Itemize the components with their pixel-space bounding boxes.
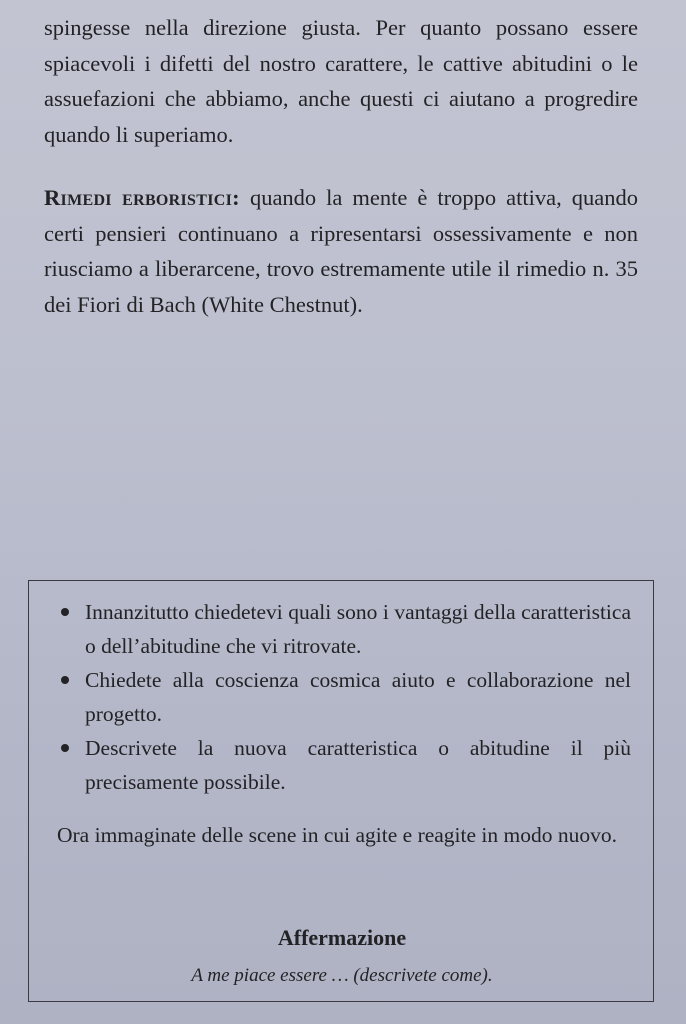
bullet-item [55, 595, 631, 663]
top-paragraph: spingesse nella direzione giusta. Per quanto possano essere spiacevoli i difetti del nostro carattere, le cattive abitudini o le assuefazioni che abbiamo, anche questi ci aiutano a progredire quando li superiamo. [44, 15, 638, 147]
bullet-dot-icon [61, 608, 69, 616]
herbal-remedies-text: quando la mente è troppo attiva, quando certi pensieri continuano a ripresentarsi ossessivamente e non riusciamo a liberarcene, trovo estremamente utile il rimedio n. 35 dei Fiori di Bach (White Chestnut). [44, 185, 638, 317]
herbal-remedies-paragraph [44, 180, 638, 322]
closing-instruction: Ora immaginate delle scene in cui agite e reagite in modo nuovo. [57, 823, 617, 847]
bullet-dot-icon [61, 676, 69, 684]
affirmation-text: A me piace essere … (descrivete come). [191, 965, 493, 986]
affirmation-title: Affermazione [277, 925, 407, 950]
exercise-bullet-list [55, 595, 631, 799]
bullet-item [55, 731, 631, 799]
bullet-text: Descrivete la nuova caratteristica o abitudine il più precisamente possibile. [85, 736, 631, 794]
bullet-dot-icon [61, 744, 69, 752]
bullet-item [55, 663, 631, 731]
exercise-box [28, 580, 654, 1002]
herbal-remedies-heading: Rimedi erboristici: [44, 185, 240, 210]
bullet-text: Chiedete alla coscienza cosmica aiuto e collaborazione nel progetto. [85, 668, 631, 726]
bullet-text: Innanzitutto chiedetevi quali sono i vantaggi della caratteristica o dell’abitudine che vi ritrovate. [85, 600, 631, 658]
